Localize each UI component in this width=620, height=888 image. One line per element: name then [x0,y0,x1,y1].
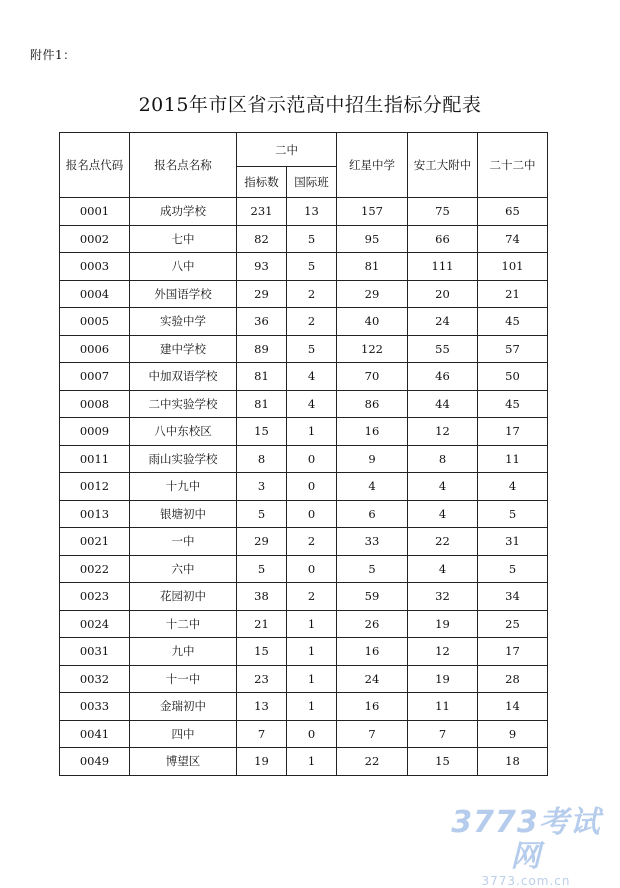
cell-ershier: 101 [478,253,548,281]
cell-code: 0007 [60,363,130,391]
cell-intl: 5 [287,225,337,253]
cell-anda: 111 [408,253,478,281]
cell-intl: 2 [287,280,337,308]
cell-hongxing: 16 [337,418,408,446]
cell-ershier: 11 [478,445,548,473]
cell-intl: 1 [287,610,337,638]
cell-name: 九中 [130,638,237,666]
cell-anda: 11 [408,693,478,721]
cell-anda: 7 [408,720,478,748]
cell-intl: 2 [287,528,337,556]
cell-name: 实验中学 [130,308,237,336]
cell-ershier: 21 [478,280,548,308]
cell-name: 八中 [130,253,237,281]
cell-quota: 38 [237,583,287,611]
cell-quota: 8 [237,445,287,473]
cell-quota: 89 [237,335,287,363]
cell-name: 雨山实验学校 [130,445,237,473]
cell-name: 建中学校 [130,335,237,363]
table-row [60,225,548,253]
cell-ershier: 74 [478,225,548,253]
header-intl: 国际班 [287,167,337,198]
cell-hongxing: 7 [337,720,408,748]
cell-quota: 3 [237,473,287,501]
cell-quota: 231 [237,198,287,226]
table-row [60,363,548,391]
cell-anda: 32 [408,583,478,611]
cell-code: 0012 [60,473,130,501]
cell-code: 0006 [60,335,130,363]
table-row [60,445,548,473]
cell-name: 八中东校区 [130,418,237,446]
cell-hongxing: 6 [337,500,408,528]
cell-code: 0031 [60,638,130,666]
table-row [60,610,548,638]
table-row [60,693,548,721]
cell-name: 一中 [130,528,237,556]
cell-hongxing: 26 [337,610,408,638]
cell-hongxing: 122 [337,335,408,363]
cell-intl: 0 [287,555,337,583]
cell-name: 中加双语学校 [130,363,237,391]
cell-name: 外国语学校 [130,280,237,308]
cell-intl: 5 [287,335,337,363]
table-row [60,748,548,776]
cell-quota: 21 [237,610,287,638]
cell-code: 0002 [60,225,130,253]
cell-code: 0041 [60,720,130,748]
cell-quota: 5 [237,500,287,528]
cell-hongxing: 40 [337,308,408,336]
attachment-label: 附件1： [30,48,76,62]
cell-intl: 1 [287,418,337,446]
cell-anda: 4 [408,500,478,528]
cell-intl: 4 [287,363,337,391]
cell-quota: 82 [237,225,287,253]
cell-code: 0021 [60,528,130,556]
cell-intl: 1 [287,693,337,721]
cell-ershier: 34 [478,583,548,611]
cell-hongxing: 81 [337,253,408,281]
watermark-url: 3773.com.cn [481,874,571,888]
cell-anda: 12 [408,418,478,446]
cell-ershier: 17 [478,638,548,666]
table-row [60,500,548,528]
cell-intl: 1 [287,638,337,666]
cell-ershier: 17 [478,418,548,446]
cell-hongxing: 33 [337,528,408,556]
table-row [60,528,548,556]
cell-anda: 15 [408,748,478,776]
cell-ershier: 50 [478,363,548,391]
cell-ershier: 5 [478,500,548,528]
cell-name: 十九中 [130,473,237,501]
cell-ershier: 65 [478,198,548,226]
cell-name: 六中 [130,555,237,583]
cell-name: 二中实验学校 [130,390,237,418]
cell-name: 银塘初中 [130,500,237,528]
table-row [60,473,548,501]
cell-name: 金瑞初中 [130,693,237,721]
cell-name: 十一中 [130,665,237,693]
cell-anda: 8 [408,445,478,473]
cell-code: 0011 [60,445,130,473]
table-row [60,280,548,308]
cell-code: 0022 [60,555,130,583]
table-row [60,253,548,281]
cell-quota: 93 [237,253,287,281]
cell-quota: 15 [237,418,287,446]
cell-ershier: 57 [478,335,548,363]
cell-quota: 19 [237,748,287,776]
cell-code: 0005 [60,308,130,336]
table-row [60,665,548,693]
cell-intl: 1 [287,665,337,693]
cell-hongxing: 4 [337,473,408,501]
table-row [60,583,548,611]
cell-hongxing: 9 [337,445,408,473]
cell-code: 0009 [60,418,130,446]
cell-hongxing: 5 [337,555,408,583]
cell-intl: 0 [287,720,337,748]
cell-quota: 81 [237,390,287,418]
table-body [60,198,548,776]
cell-anda: 55 [408,335,478,363]
cell-name: 成功学校 [130,198,237,226]
header-anda: 安工大附中 [408,133,478,198]
cell-hongxing: 29 [337,280,408,308]
cell-code: 0049 [60,748,130,776]
table-row [60,555,548,583]
cell-anda: 66 [408,225,478,253]
cell-intl: 1 [287,748,337,776]
cell-anda: 75 [408,198,478,226]
cell-ershier: 4 [478,473,548,501]
cell-anda: 4 [408,555,478,583]
cell-ershier: 45 [478,308,548,336]
cell-name: 四中 [130,720,237,748]
table-row [60,390,548,418]
header-name: 报名点名称 [130,133,237,198]
cell-quota: 7 [237,720,287,748]
cell-code: 0033 [60,693,130,721]
cell-intl: 5 [287,253,337,281]
cell-quota: 5 [237,555,287,583]
cell-hongxing: 95 [337,225,408,253]
cell-anda: 44 [408,390,478,418]
cell-quota: 15 [237,638,287,666]
cell-name: 博望区 [130,748,237,776]
cell-name: 花园初中 [130,583,237,611]
cell-anda: 4 [408,473,478,501]
cell-anda: 19 [408,610,478,638]
cell-hongxing: 59 [337,583,408,611]
cell-hongxing: 86 [337,390,408,418]
header-quota: 指标数 [237,167,287,198]
cell-code: 0032 [60,665,130,693]
header-code: 报名点代码 [60,133,130,198]
cell-hongxing: 157 [337,198,408,226]
cell-intl: 0 [287,500,337,528]
cell-hongxing: 22 [337,748,408,776]
table-row [60,720,548,748]
header-hongxing: 红星中学 [337,133,408,198]
cell-hongxing: 16 [337,638,408,666]
cell-quota: 36 [237,308,287,336]
cell-anda: 46 [408,363,478,391]
cell-anda: 12 [408,638,478,666]
cell-intl: 2 [287,308,337,336]
cell-code: 0013 [60,500,130,528]
cell-code: 0024 [60,610,130,638]
cell-ershier: 18 [478,748,548,776]
table-row [60,418,548,446]
table-row [60,335,548,363]
cell-anda: 24 [408,308,478,336]
cell-code: 0003 [60,253,130,281]
cell-quota: 29 [237,280,287,308]
cell-ershier: 5 [478,555,548,583]
watermark-logo: 3773考试网 [451,805,601,874]
cell-quota: 23 [237,665,287,693]
cell-intl: 13 [287,198,337,226]
cell-hongxing: 70 [337,363,408,391]
table-row [60,308,548,336]
quota-table [59,132,548,776]
header-erzhong: 二中 [237,133,337,167]
cell-ershier: 31 [478,528,548,556]
cell-ershier: 25 [478,610,548,638]
header-ershier: 二十二中 [478,133,548,198]
cell-ershier: 45 [478,390,548,418]
cell-intl: 0 [287,445,337,473]
cell-quota: 29 [237,528,287,556]
cell-code: 0004 [60,280,130,308]
cell-code: 0023 [60,583,130,611]
cell-hongxing: 16 [337,693,408,721]
header-row-top [60,133,548,167]
cell-code: 0001 [60,198,130,226]
cell-ershier: 14 [478,693,548,721]
cell-intl: 4 [287,390,337,418]
cell-anda: 19 [408,665,478,693]
document-title: 2015年市区省示范高中招生指标分配表 [138,94,482,116]
table-row [60,638,548,666]
cell-code: 0008 [60,390,130,418]
cell-hongxing: 24 [337,665,408,693]
cell-intl: 0 [287,473,337,501]
cell-name: 十二中 [130,610,237,638]
cell-ershier: 9 [478,720,548,748]
cell-anda: 20 [408,280,478,308]
cell-ershier: 28 [478,665,548,693]
cell-name: 七中 [130,225,237,253]
cell-anda: 22 [408,528,478,556]
cell-intl: 2 [287,583,337,611]
cell-quota: 13 [237,693,287,721]
cell-quota: 81 [237,363,287,391]
table-row [60,198,548,226]
